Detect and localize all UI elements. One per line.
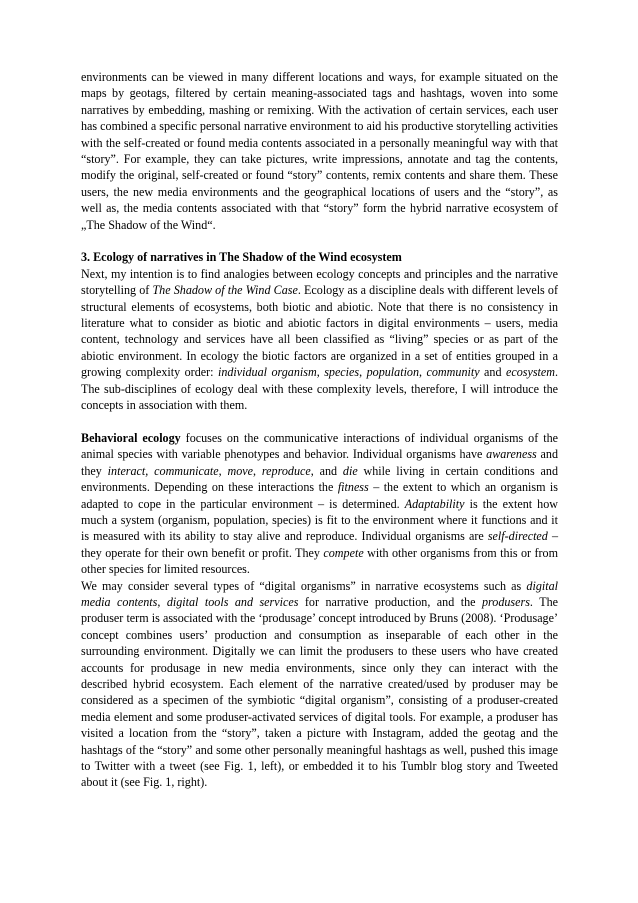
text-run: , xyxy=(316,365,325,380)
italic-run: awareness xyxy=(486,447,537,462)
text-run: , xyxy=(253,463,262,478)
italic-run: digital tools and services xyxy=(166,594,299,609)
italic-run: ecosystem xyxy=(505,365,555,380)
section-heading: 3. Ecology of narratives in The Shadow of the Wind ecosystem xyxy=(81,250,402,265)
italic-run: fitness xyxy=(337,480,369,495)
text-run: for narrative production, and the xyxy=(298,594,482,609)
text-run: is the extent how much a system (organism, population, species) is fit to the environment where it functions and it is measured with its ability to stay alive and reproduce. Individual organisms are xyxy=(81,496,559,544)
text-run: while living in certain conditions and environments. Depending on these interactions the xyxy=(81,463,558,495)
italic-run: compete xyxy=(323,545,364,560)
italic-run: self-directed xyxy=(487,529,548,544)
italic-run: die xyxy=(342,463,358,478)
italic-run: Adaptability xyxy=(404,496,465,511)
italic-run: The Shadow of the Wind Case xyxy=(152,283,298,298)
italic-run: reproduce xyxy=(261,463,311,478)
paragraph-ecology-intro xyxy=(81,266,558,414)
text-run: and they xyxy=(81,447,558,478)
text-run: , and xyxy=(310,463,343,478)
italic-run: population xyxy=(366,365,420,380)
text-run: We may consider several types of “digital organisms” in narrative ecosystems such as xyxy=(81,578,527,593)
text-run: . Ecology as a discipline deals with different levels of structural elements of ecosystems, both biotic and abiotic. Note that there is no consistency in literature what to consider as biotic and abiotic factors in digital environments – users, media content, technology and services have all been classified as “living” species or as part of the abiotic environment. In ecology the biotic factors are organized in a set of entities grouped in a growing complexity order: xyxy=(81,283,558,380)
text-run: – they operate for their own benefit or profit. They xyxy=(81,529,558,560)
italic-run: digital media contents xyxy=(81,578,558,609)
text-run: focuses on the communicative interactions of individual organisms of the animal species with variable phenotypes and behavior. Individual organisms have xyxy=(81,430,558,462)
italic-run: individual organism xyxy=(217,365,317,380)
text-run: – the extent to which an organism is adapted to cope in the particular environment – is determined. xyxy=(81,480,558,511)
italic-run: species xyxy=(324,365,360,380)
text-run: , xyxy=(419,365,427,380)
text-run: environments can be viewed in many different locations and ways, for example situated on the maps by geotags, filtered by certain meaning-associated tags and hashtags, woven into some narratives by embedding, mashing or remixing. With the activation of certain services, each user has combined a specific personal narrative environment to aid his productive storytelling activities with the self-created or found media contents associated in a personally meaningful way with that “story”. For example, they can take pictures, write impressions, annotate and tag the contents, modify the original, self-created or found “story” contents, remix contents and share them. These users, the new media environments and the geographical locations of users and the “story”, as well as, the media contents associated with that “story” form the hybrid narrative ecosystem of „The Shadow of the Wind“. xyxy=(81,70,558,232)
paragraph-behavioral-ecology xyxy=(81,430,558,578)
italic-run: move xyxy=(227,463,254,478)
italic-run: interact, communicate xyxy=(107,463,219,478)
text-run: , xyxy=(359,365,367,380)
paragraph-environments xyxy=(81,69,558,233)
text-run: , xyxy=(218,463,228,478)
text-run: , xyxy=(157,594,167,609)
bold-term: Behavioral ecology xyxy=(81,430,181,445)
text-run: . The sub-disciplines of ecology deal with these complexity levels, therefore, I will introduce the concepts in association with them. xyxy=(81,365,559,413)
text-run: Next, my intention is to find analogies between ecology concepts and principles and the narrative storytelling of xyxy=(81,266,558,298)
paragraph-digital-organisms xyxy=(81,578,558,791)
italic-run: produsers xyxy=(481,594,530,609)
text-run: and xyxy=(479,365,506,380)
text-run: with other organisms from this or from other species for limited resources. xyxy=(81,545,558,577)
italic-run: community xyxy=(426,365,480,380)
text-run: . The produser term is associated with the ‘produsage’ concept introduced by Bruns (2008). ‘Produsage’ concept combines users’ production and consumption as inseparable of each other in the surrounding environment. Digitally we can limit the produsers to these users who have created accounts for produsage in new media environments, since only they can interact with the described hybrid ecosystem. Each element of the narrative created/used by produser may be considered as a specimen of the symbiotic “digital organism”, consisting of a produser-created media element and some produser-activated services of digital tools. For example, a produser has visited a location from the “story”, taken a picture with Instagram, added the geotag and the hashtags of the “story” and some other personally meaningful hashtags as well, pushed this image to Twitter with a tweet (see Fig. 1, left), or embedded it to his Tumblr blog story and Tweeted about it (see Fig. 1, right). xyxy=(81,594,558,790)
